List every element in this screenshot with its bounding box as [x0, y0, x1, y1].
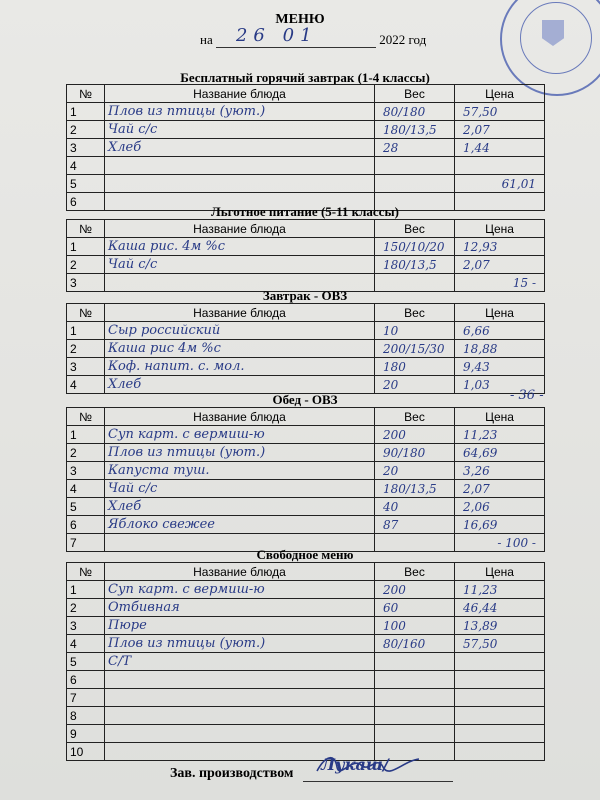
dish-name: Чай с/с — [105, 480, 375, 498]
table-row — [67, 635, 545, 653]
table-row — [67, 322, 545, 340]
table-free-menu — [66, 562, 545, 761]
dish-name: Пюре — [105, 617, 375, 635]
section-title-free-menu: Свободное меню — [256, 547, 354, 562]
signature-text: Лукаш/ — [320, 755, 389, 774]
row-num: 2 — [67, 121, 105, 139]
table-subsidized — [66, 219, 545, 292]
col-num-header: № — [67, 563, 105, 581]
dish-price — [455, 743, 545, 761]
table-free-breakfast — [66, 84, 545, 211]
table-row — [67, 175, 545, 193]
dish-name: Чай с/с — [105, 256, 375, 274]
table-header-row — [67, 220, 545, 238]
row-num: 4 — [67, 376, 105, 394]
row-num: 1 — [67, 426, 105, 444]
col-weight-header: Вес — [375, 563, 455, 581]
dish-price — [455, 671, 545, 689]
table-row — [67, 671, 545, 689]
table-row — [67, 238, 545, 256]
dish-name: Суп карт. с вермиш-ю — [105, 581, 375, 599]
row-num: 5 — [67, 653, 105, 671]
dish-name: Плов из птицы (уют.) — [105, 444, 375, 462]
dish-weight: 28 — [375, 139, 455, 157]
col-weight-header: Вес — [375, 408, 455, 426]
dish-weight: 150/10/20 — [375, 238, 455, 256]
row-num: 6 — [67, 193, 105, 211]
dish-price: 2,06 — [455, 498, 545, 516]
table-row — [67, 462, 545, 480]
dish-name: С/Т — [105, 653, 375, 671]
dish-weight: 20 — [375, 376, 455, 394]
dish-weight — [375, 707, 455, 725]
dish-weight — [375, 689, 455, 707]
dish-weight: 10 — [375, 322, 455, 340]
dish-name: Каша рис. 4м %с — [105, 238, 375, 256]
dish-price — [455, 653, 545, 671]
dish-name: Хлеб — [105, 376, 375, 394]
dish-price: 57,50 — [455, 635, 545, 653]
table-row — [67, 599, 545, 617]
row-num: 8 — [67, 707, 105, 725]
dish-weight — [375, 725, 455, 743]
dish-price — [455, 725, 545, 743]
row-num: 3 — [67, 617, 105, 635]
section-title-subsidized: Льготное питание (5-11 классы) — [211, 204, 399, 219]
dish-weight: 20 — [375, 462, 455, 480]
table-row — [67, 653, 545, 671]
table-row — [67, 516, 545, 534]
row-num: 3 — [67, 462, 105, 480]
table-row — [67, 358, 545, 376]
table-header-row — [67, 408, 545, 426]
dish-weight — [375, 157, 455, 175]
date-handwritten: 26 01 — [235, 25, 318, 46]
dish-name — [105, 725, 375, 743]
row-num: 1 — [67, 322, 105, 340]
table-row — [67, 121, 545, 139]
table-header-row — [67, 563, 545, 581]
dish-weight: 90/180 — [375, 444, 455, 462]
col-price-header: Цена — [455, 85, 545, 103]
dish-weight: 40 — [375, 498, 455, 516]
col-name-header: Название блюда — [105, 408, 375, 426]
menu-title: МЕНЮ — [275, 12, 325, 27]
row-num: 2 — [67, 256, 105, 274]
row-num: 2 — [67, 599, 105, 617]
col-num-header: № — [67, 85, 105, 103]
col-name-header: Название блюда — [105, 304, 375, 322]
table-row — [67, 743, 545, 761]
col-weight-header: Вес — [375, 85, 455, 103]
year-label: 2022 год — [379, 32, 427, 47]
dish-price: 6,66 — [455, 322, 545, 340]
row-num: 4 — [67, 157, 105, 175]
section-title-lunch-ovz: Обед - ОВЗ — [272, 392, 338, 407]
col-name-header: Название блюда — [105, 85, 375, 103]
col-name-header: Название блюда — [105, 220, 375, 238]
dish-price — [455, 707, 545, 725]
row-num: 7 — [67, 534, 105, 552]
dish-price: 13,89 — [455, 617, 545, 635]
col-name-header: Название блюда — [105, 563, 375, 581]
dish-price: 11,23 — [455, 581, 545, 599]
dish-weight — [375, 175, 455, 193]
dish-price: 2,07 — [455, 121, 545, 139]
row-num: 2 — [67, 340, 105, 358]
table-row — [67, 480, 545, 498]
dish-price: 18,88 — [455, 340, 545, 358]
dish-name: Хлеб — [105, 498, 375, 516]
date-line — [200, 25, 427, 48]
dish-price: 11,23 — [455, 426, 545, 444]
signature-field — [303, 755, 453, 782]
table-header-row — [67, 304, 545, 322]
row-num: 10 — [67, 743, 105, 761]
dish-name: Коф. напит. с. мол. — [105, 358, 375, 376]
row-num: 3 — [67, 139, 105, 157]
col-num-header: № — [67, 408, 105, 426]
dish-name: Капуста туш. — [105, 462, 375, 480]
dish-weight: 87 — [375, 516, 455, 534]
dish-weight: 180 — [375, 358, 455, 376]
dish-name: Отбивная — [105, 599, 375, 617]
dish-price: 12,93 — [455, 238, 545, 256]
row-num: 1 — [67, 581, 105, 599]
dish-price: 3,26 — [455, 462, 545, 480]
row-num: 3 — [67, 358, 105, 376]
dish-name — [105, 707, 375, 725]
dish-price: 57,50 — [455, 103, 545, 121]
row-num: 1 — [67, 103, 105, 121]
table-breakfast-ovz — [66, 303, 545, 394]
dish-weight — [375, 653, 455, 671]
col-weight-header: Вес — [375, 304, 455, 322]
row-num: 7 — [67, 689, 105, 707]
table-row — [67, 340, 545, 358]
table-row — [67, 444, 545, 462]
table-lunch-ovz — [66, 407, 545, 552]
dish-name: Чай с/с — [105, 121, 375, 139]
dish-price: 2,07 — [455, 256, 545, 274]
col-weight-header: Вес — [375, 220, 455, 238]
table-row — [67, 581, 545, 599]
dish-name: Яблоко свежее — [105, 516, 375, 534]
dish-price — [455, 689, 545, 707]
total-price: 61,01 — [455, 175, 545, 193]
dish-name: Хлеб — [105, 139, 375, 157]
dish-weight: 200/15/30 — [375, 340, 455, 358]
footer-signature-line — [170, 755, 453, 782]
dish-weight: 60 — [375, 599, 455, 617]
dish-weight: 100 — [375, 617, 455, 635]
col-num-header: № — [67, 220, 105, 238]
col-num-header: № — [67, 304, 105, 322]
dish-name: Плов из птицы (уют.) — [105, 635, 375, 653]
table-row — [67, 725, 545, 743]
table-row — [67, 689, 545, 707]
row-num: 9 — [67, 725, 105, 743]
dish-weight — [375, 671, 455, 689]
table-header-row — [67, 85, 545, 103]
row-num: 3 — [67, 274, 105, 292]
dish-weight: 200 — [375, 581, 455, 599]
dish-price: 1,44 — [455, 139, 545, 157]
row-num: 4 — [67, 635, 105, 653]
table-row — [67, 426, 545, 444]
dish-name — [105, 157, 375, 175]
dish-name — [105, 671, 375, 689]
col-price-header: Цена — [455, 304, 545, 322]
row-num: 5 — [67, 175, 105, 193]
date-prefix: на — [200, 32, 213, 47]
dish-weight: 80/180 — [375, 103, 455, 121]
dish-name — [105, 689, 375, 707]
table-row — [67, 498, 545, 516]
dish-name: Сыр российский — [105, 322, 375, 340]
dish-weight: 180/13,5 — [375, 256, 455, 274]
dish-price: 1,03 — [455, 376, 545, 394]
table-row — [67, 707, 545, 725]
table-row — [67, 157, 545, 175]
dish-weight: 180/13,5 — [375, 121, 455, 139]
margin-note: - 36 - — [510, 388, 544, 403]
col-price-header: Цена — [455, 408, 545, 426]
table-row — [67, 103, 545, 121]
dish-name — [105, 175, 375, 193]
section-title-breakfast-ovz: Завтрак - ОВЗ — [262, 288, 348, 303]
dish-weight: 200 — [375, 426, 455, 444]
dish-name: Каша рис 4м %с — [105, 340, 375, 358]
col-price-header: Цена — [455, 220, 545, 238]
footer-label: Зав. производством — [170, 766, 294, 781]
dish-price: 46,44 — [455, 599, 545, 617]
row-num: 1 — [67, 238, 105, 256]
dish-weight: 180/13,5 — [375, 480, 455, 498]
date-field — [216, 25, 376, 48]
table-row — [67, 256, 545, 274]
row-num: 2 — [67, 444, 105, 462]
dish-price: 2,07 — [455, 480, 545, 498]
section-title-free-breakfast: Бесплатный горячий завтрак (1-4 классы) — [180, 70, 430, 85]
dish-price: 16,69 — [455, 516, 545, 534]
dish-name: Суп карт. с вермиш-ю — [105, 426, 375, 444]
table-row — [67, 376, 545, 394]
dish-price: 64,69 — [455, 444, 545, 462]
dish-price — [455, 157, 545, 175]
col-price-header: Цена — [455, 563, 545, 581]
row-num: 5 — [67, 498, 105, 516]
dish-weight: 80/160 — [375, 635, 455, 653]
table-row — [67, 617, 545, 635]
table-row — [67, 139, 545, 157]
total-price: 15 - — [455, 274, 545, 292]
row-num: 6 — [67, 516, 105, 534]
row-num: 6 — [67, 671, 105, 689]
dish-name: Плов из птицы (уют.) — [105, 103, 375, 121]
total-price: - 100 - — [455, 534, 545, 552]
dish-price: 9,43 — [455, 358, 545, 376]
row-num: 4 — [67, 480, 105, 498]
